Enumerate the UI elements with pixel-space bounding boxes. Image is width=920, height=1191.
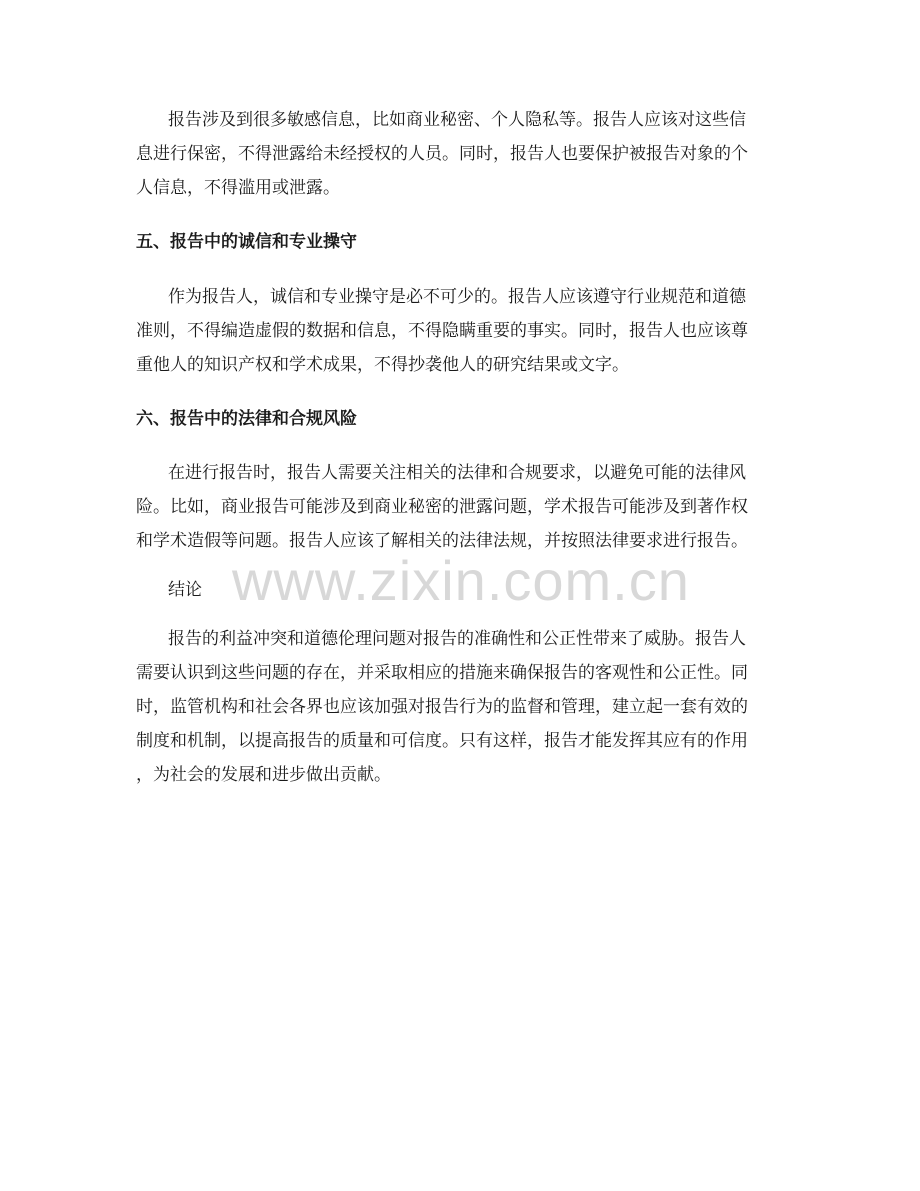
- paragraph-line: 息进行保密，不得泄露给未经授权的人员。同时，报告人也要保护被报告对象的个: [136, 144, 748, 164]
- paragraph-line: 准则，不得编造虚假的数据和信息，不得隐瞒重要的事实。同时，报告人也应该尊: [136, 321, 748, 341]
- conclusion-title: 结论: [168, 580, 202, 600]
- paragraph-line: 险。比如，商业报告可能涉及到商业秘密的泄露问题，学术报告可能涉及到著作权: [136, 497, 748, 517]
- paragraph-line: 和学术造假等问题。报告人应该了解相关的法律法规，并按照法律要求进行报告。: [136, 531, 748, 551]
- section-heading-5: 五、报告中的诚信和专业操守: [136, 232, 357, 252]
- paragraph-line: ，为社会的发展和进步做出贡献。: [136, 765, 391, 785]
- section-heading-6: 六、报告中的法律和合规风险: [136, 409, 357, 429]
- paragraph-line: 报告涉及到很多敏感信息，比如商业秘密、个人隐私等。报告人应该对这些信: [168, 110, 746, 130]
- watermark-text: www.zixin.com.cn: [232, 549, 690, 612]
- paragraph-line: 制度和机制，以提高报告的质量和可信度。只有这样，报告才能发挥其应有的作用: [136, 731, 748, 751]
- paragraph-line: 人信息，不得滥用或泄露。: [136, 178, 340, 198]
- paragraph-line: 作为报告人，诚信和专业操守是必不可少的。报告人应该遵守行业规范和道德: [168, 287, 746, 307]
- paragraph-line: 重他人的知识产权和学术成果，不得抄袭他人的研究结果或文字。: [136, 355, 629, 375]
- paragraph-line: 需要认识到这些问题的存在，并采取相应的措施来确保报告的客观性和公正性。同: [136, 663, 748, 683]
- paragraph-line: 在进行报告时，报告人需要关注相关的法律和合规要求，以避免可能的法律风: [168, 463, 746, 483]
- paragraph-line: 报告的利益冲突和道德伦理问题对报告的准确性和公正性带来了威胁。报告人: [168, 629, 746, 649]
- paragraph-line: 时，监管机构和社会各界也应该加强对报告行为的监督和管理，建立起一套有效的: [136, 697, 748, 717]
